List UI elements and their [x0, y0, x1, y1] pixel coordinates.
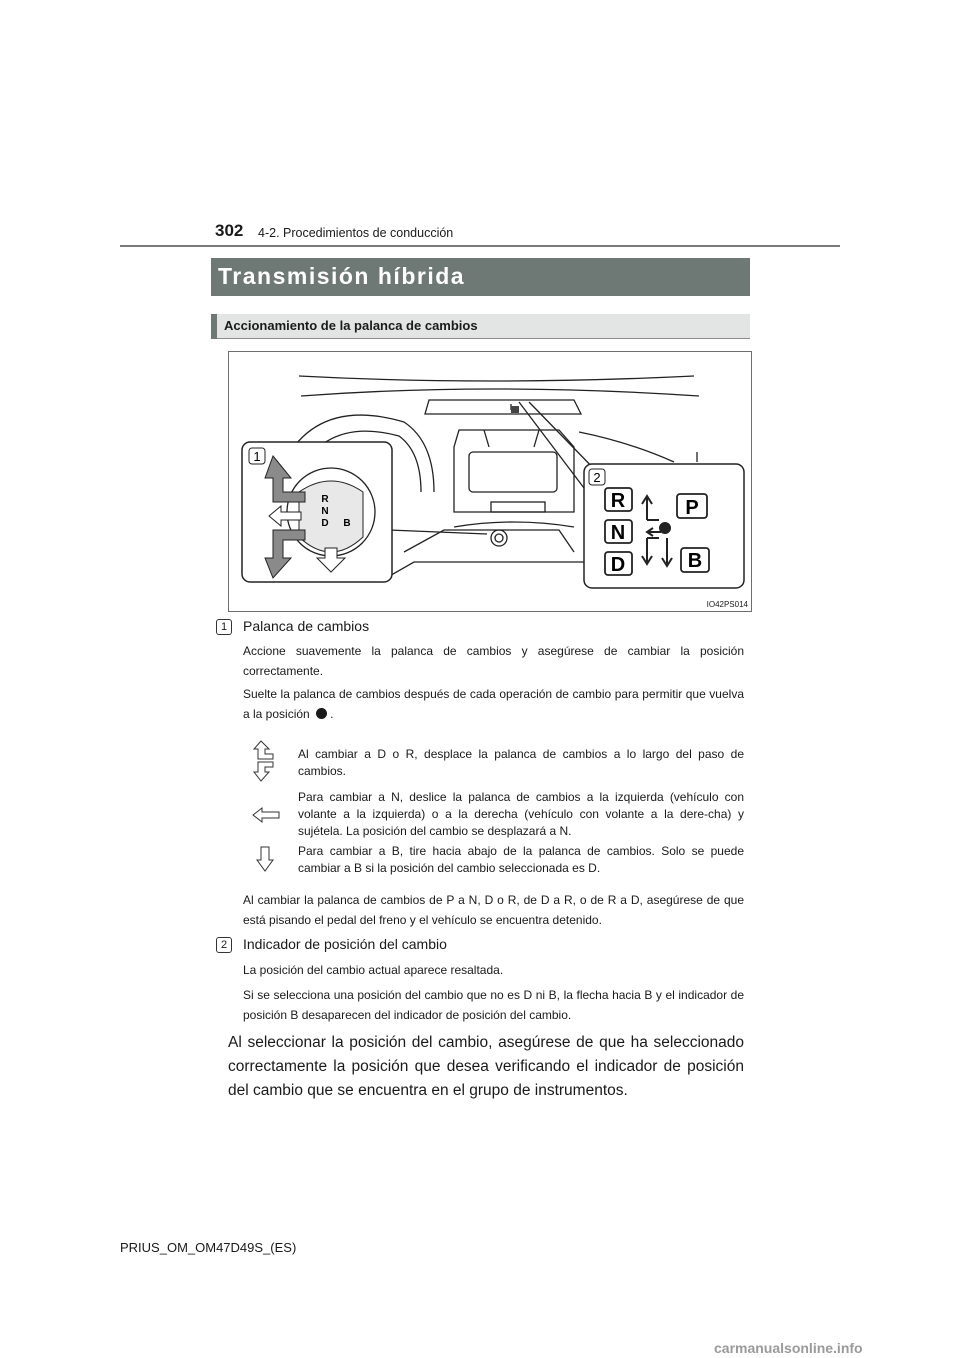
item1-para2 [243, 684, 744, 724]
legend-text-3: Para cambiar a B, tire hacia abajo de la palanca de cambios. Solo se puede cambiar a B si la posición del cambio seleccionada es D. [298, 844, 744, 875]
item1-para2-text: Suelte la palanca de cambios después de cada operación de cambio para permitir que vuelva a la posición [243, 687, 744, 721]
footer-code: PRIUS_OM_OM47D49S_(ES) [120, 1240, 297, 1255]
svg-text:P: P [685, 497, 699, 519]
item2-title: Indicador de posición del cambio [243, 936, 447, 952]
legend-text-2: Para cambiar a N, deslice la palanca de cambios a la izquierda (vehículo con volante a la izquierda) o a la derecha (vehículo con volante a la dere-cha) y sujétela. La posición del cambio se desplazará a N. [298, 790, 744, 838]
watermark: carmanualsonline.info [714, 1340, 863, 1356]
svg-text:R: R [321, 494, 329, 505]
item2-para1: La posición del cambio actual aparece resaltada. [243, 963, 504, 977]
down-arrow-legend-icon [256, 846, 274, 872]
svg-text:D: D [321, 518, 329, 529]
callout-number-2: 2 [593, 470, 601, 485]
up-down-arrows-icon [253, 740, 277, 782]
item1-note: Al cambiar la palanca de cambios de P a N, D o R, de D a R, o de R a D, asegúrese de que está pisando el pedal del freno y el vehículo se encuentra detenido. [243, 893, 744, 927]
left-arrow-legend-icon [252, 806, 280, 824]
dashboard-illustration [229, 352, 751, 611]
legend-text-1: Al cambiar a D o R, desplace la palanca de cambios a lo largo del paso de cambios. [298, 747, 744, 778]
neutral-position-dot-icon [316, 708, 327, 719]
header-rule [120, 245, 840, 247]
closing-paragraph: Al seleccionar la posición del cambio, asegúrese de que ha seleccionado correctamente la posición que desea verificando el indicador de posición del cambio que se encuentra en el grupo de instrumentos. [228, 1034, 744, 1099]
subtitle-accent [211, 314, 217, 339]
chapter-title: 4-2. Procedimientos de conducción [258, 226, 454, 240]
svg-text:R: R [610, 490, 626, 512]
indicator-screen-icon [511, 406, 519, 413]
svg-text:D: D [610, 554, 626, 576]
svg-text:N: N [321, 506, 329, 517]
item1-title: Palanca de cambios [243, 618, 370, 634]
item2-para2: Si se selecciona una posición del cambio que no es D ni B, la flecha hacia B y el indicador de posición B desaparecen del indicador de posición del cambio. [243, 988, 744, 1022]
item-number-2: 2 [216, 937, 232, 953]
item1-para2-end: . [330, 707, 334, 721]
callout-number-1: 1 [253, 449, 261, 464]
svg-text:N: N [610, 522, 626, 544]
svg-text:B: B [687, 550, 703, 572]
svg-text:B: B [343, 518, 351, 529]
item1-para1: Accione suavemente la palanca de cambios y asegúrese de cambiar la posición correctamente. [243, 644, 744, 678]
subtitle: Accionamiento de la palanca de cambios [224, 318, 478, 333]
page-number: 302 [215, 221, 244, 240]
dashboard-figure [228, 351, 752, 612]
section-title: Transmisión híbrida [218, 263, 466, 289]
figure-code: IO42PS014 [706, 600, 748, 609]
item-number-1: 1 [216, 619, 232, 635]
